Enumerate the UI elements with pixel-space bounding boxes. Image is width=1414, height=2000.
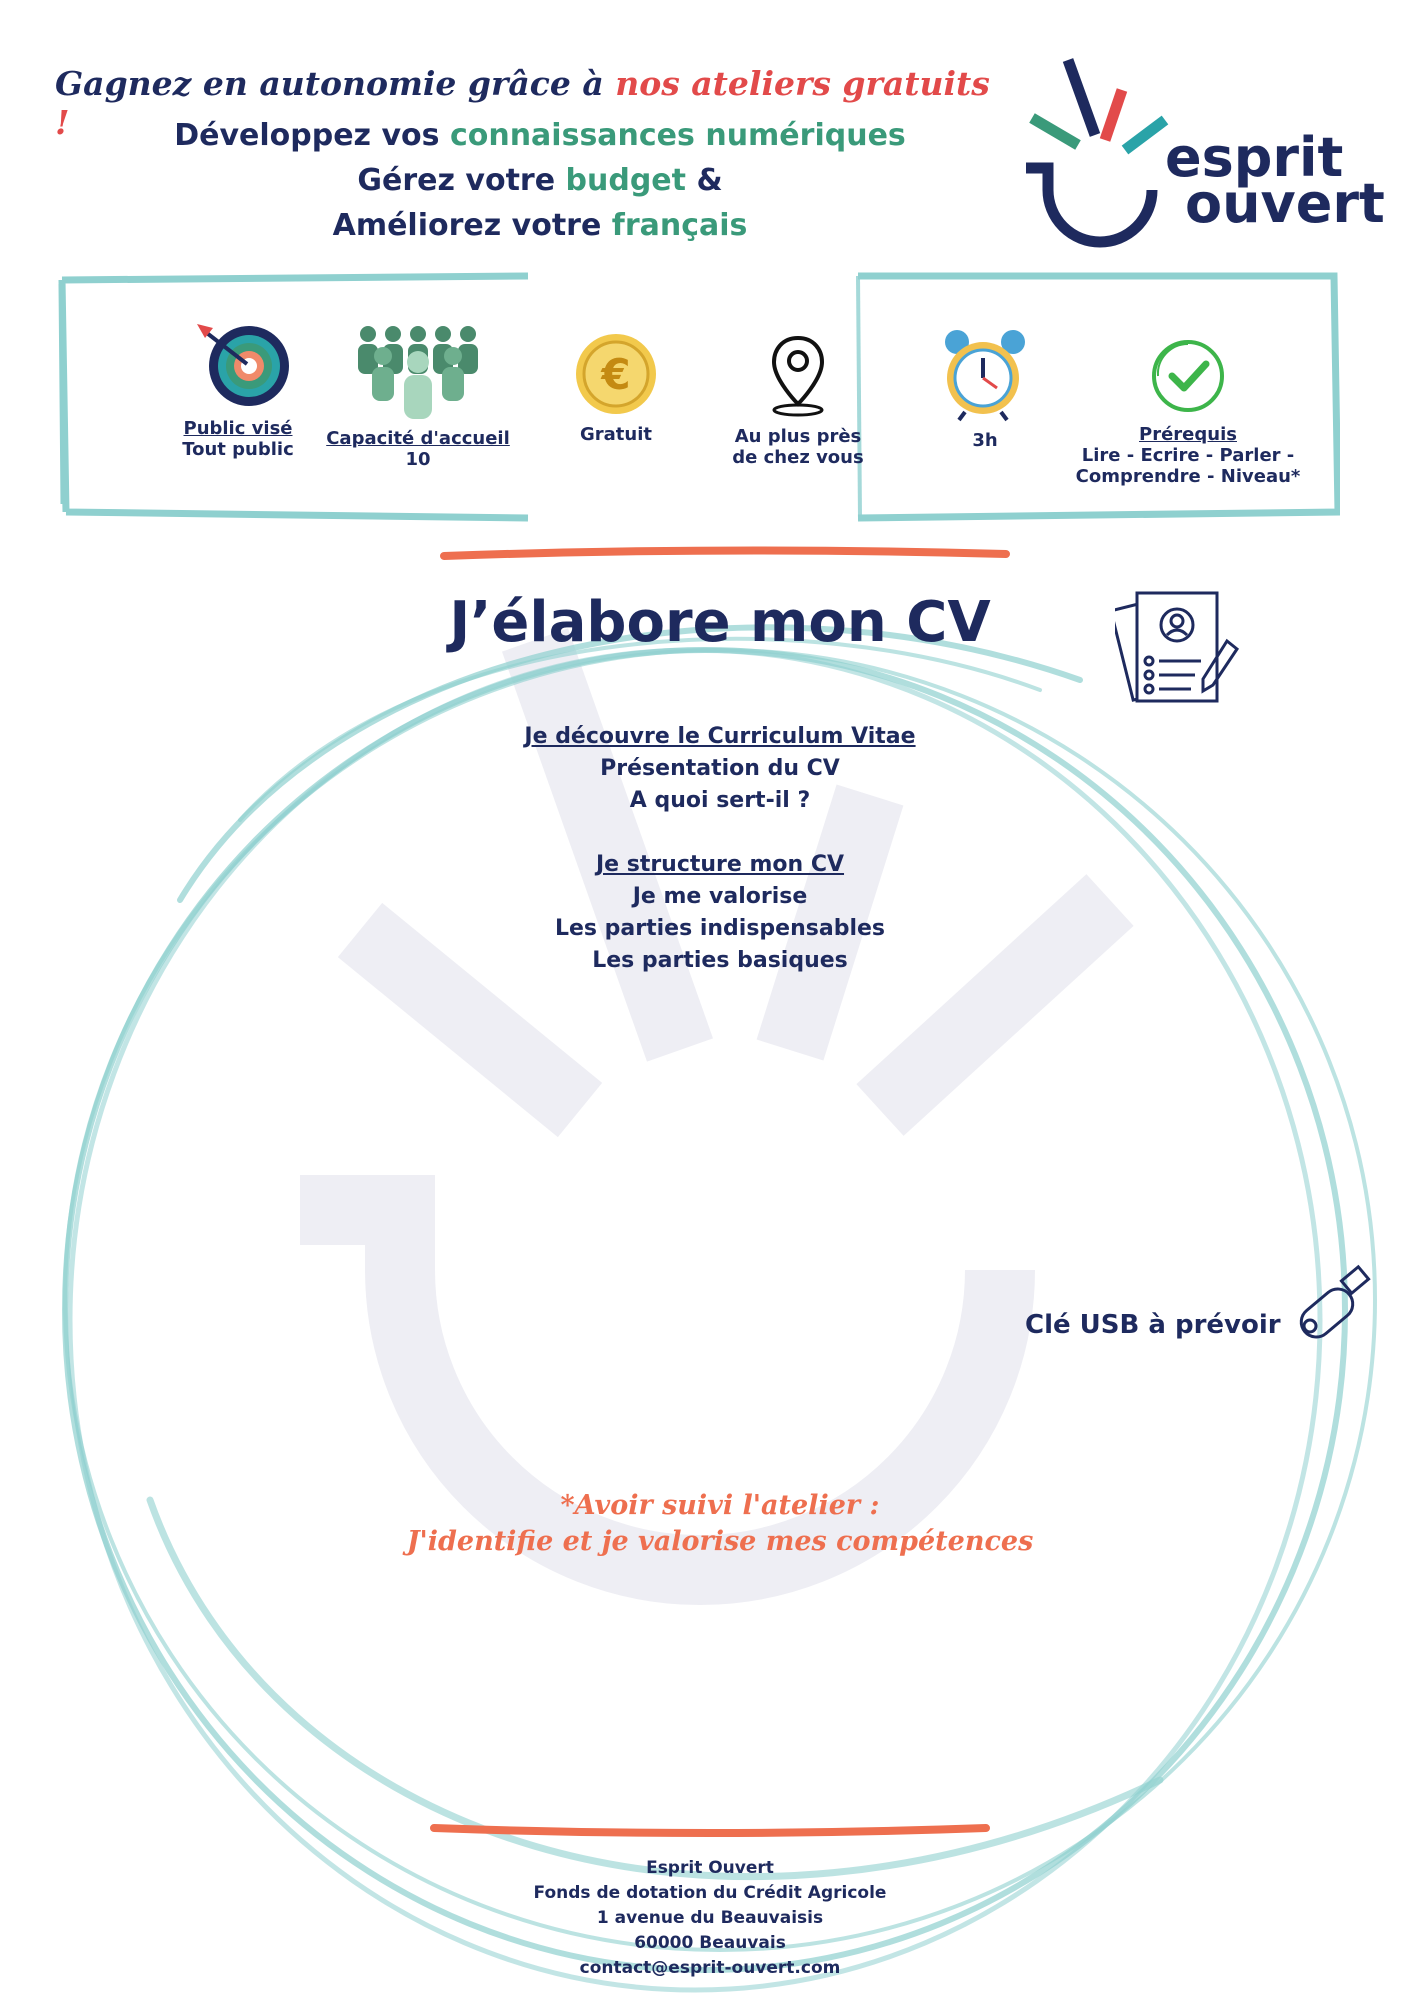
headline-budget-prefix: Gérez votre — [357, 163, 556, 198]
capacity-value: 10 — [405, 449, 431, 470]
cv-document-icon — [1115, 585, 1245, 715]
svg-text:€: € — [601, 350, 631, 399]
footer-street: 1 avenue du Beauvaisis — [596, 1908, 824, 1928]
info-prerequisites — [1068, 336, 1308, 487]
prereq-line2: Comprendre - Niveau* — [1075, 466, 1301, 487]
footer-email[interactable]: contact@esprit-ouvert.com — [579, 1958, 841, 1978]
headline-digital — [80, 118, 1000, 153]
info-duration — [920, 322, 1050, 451]
info-public — [158, 322, 318, 460]
usb-key-icon — [1290, 1262, 1380, 1352]
info-capacity — [320, 322, 516, 470]
headline-budget-highlight: budget — [565, 163, 686, 198]
swirl-circle — [65, 627, 1375, 1990]
logo-word-esprit: esprit — [1165, 126, 1344, 189]
footer-city: 60000 Beauvais — [634, 1933, 786, 1953]
headline-digital-highlight: connaissances numériques — [449, 118, 906, 153]
location-line1: Au plus près — [734, 426, 862, 447]
map-pin-icon — [768, 334, 828, 418]
footer-fund: Fonds de dotation du Crédit Agricole — [533, 1883, 887, 1903]
logo-word-ouvert: ouvert — [1185, 172, 1385, 235]
headline-french-prefix: Améliorez votre — [332, 208, 602, 243]
bottom-separator — [430, 1822, 990, 1838]
info-panel — [58, 272, 1340, 522]
footer-org: Esprit Ouvert — [646, 1858, 774, 1878]
headline-budget-suffix: & — [696, 163, 723, 198]
target-icon — [183, 322, 293, 410]
program-section2-item: Je me valorise — [632, 884, 808, 909]
program-section1-item: A quoi sert-il ? — [629, 788, 811, 813]
location-line2: de chez vous — [732, 447, 864, 468]
tagline-part1: Gagnez en autonomie grâce à — [55, 64, 604, 103]
alarm-clock-icon — [935, 322, 1035, 422]
public-label: Public visé — [183, 418, 293, 439]
prereq-label: Prérequis — [1139, 424, 1237, 445]
headline-french — [80, 208, 1000, 243]
esprit-ouvert-logo — [1020, 50, 1385, 250]
info-price — [546, 332, 686, 445]
program-section1-item: Présentation du CV — [600, 756, 840, 781]
capacity-label: Capacité d'accueil — [326, 428, 510, 449]
price-label: Gratuit — [580, 424, 652, 445]
program-section1-title: Je découvre le Curriculum Vitae — [524, 724, 916, 749]
public-value: Tout public — [182, 439, 294, 460]
group-icon — [353, 322, 483, 420]
page-title: J’élabore mon CV — [449, 590, 991, 655]
info-location — [698, 334, 898, 468]
euro-coin-icon — [574, 332, 658, 416]
program-section2-item: Les parties indispensables — [554, 916, 886, 941]
top-separator — [440, 546, 1010, 562]
duration-value: 3h — [972, 430, 998, 451]
tagline-part2: nos ateliers gratuits ! — [55, 64, 990, 142]
program-section2-title: Je structure mon CV — [595, 852, 845, 877]
headline-french-highlight: français — [611, 208, 748, 243]
headline-digital-prefix: Développez vos — [174, 118, 440, 153]
prerequisite-note-line1: *Avoir suivi l'atelier : — [560, 1490, 880, 1521]
prereq-line1: Lire - Ecrire - Parler - — [1081, 445, 1295, 466]
checkmark-icon — [1148, 336, 1228, 416]
program-section2-item: Les parties basiques — [592, 948, 848, 973]
usb-requirement: Clé USB à prévoir — [1025, 1310, 1281, 1340]
headline-budget — [80, 163, 1000, 198]
prerequisite-note-line2: J'identifie et je valorise mes compétences — [406, 1526, 1034, 1557]
